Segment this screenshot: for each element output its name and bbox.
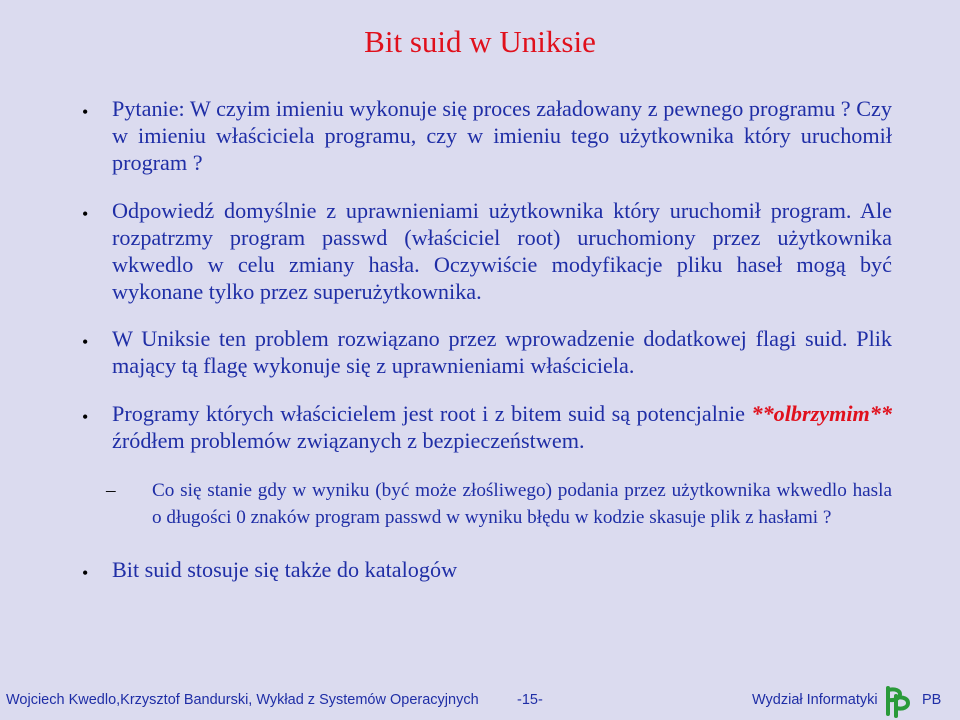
bullet-text: Pytanie: W czyim imieniu wykonuje się proces załadowany z pewnego programu ? Czy w imieniu właściciela programu, czy w imieniu tego użytkownika który uruchomił program ?	[112, 96, 892, 175]
slide-title: Bit suid w Uniksie	[364, 24, 596, 59]
footer-department: Wydział Informatyki	[752, 692, 878, 708]
bullet-icon: •	[82, 332, 89, 352]
bullet-item	[80, 400, 892, 454]
bullet-item	[80, 95, 892, 176]
footer-author: Wojciech Kwedlo,Krzysztof Bandurski, Wykład z Systemów Operacyjnych	[6, 692, 479, 708]
bullet-item	[80, 197, 892, 305]
bullet-text: W Uniksie ten problem rozwiązano przez wprowadzenie dodatkowej flagi suid. Plik mający tą flagę wykonuje się z uprawnieniami właściciela.	[112, 326, 892, 378]
bullet-icon: •	[82, 102, 89, 122]
bullet-emphasis: **olbrzymim**	[751, 401, 892, 426]
footer	[0, 684, 960, 720]
bullet-text: Odpowiedź domyślnie z uprawnieniami użytkownika który uruchomił program. Ale rozpatrzmy program passwd (właściciel root) uruchomiony przez użytkownika wkwedlo w celu zmiany hasła. Oczywiście modyfikacje pliku haseł mogą być wykonane tylko przez superużytkownika.	[112, 198, 892, 304]
footer-suffix: PB	[922, 692, 942, 708]
bullet-icon: •	[82, 204, 89, 224]
bullet-item	[80, 556, 892, 583]
bullet-text: Bit suid stosuje się także do katalogów	[112, 557, 458, 582]
page-number: -15-	[517, 692, 543, 708]
sub-bullet-text: Co się stanie gdy w wyniku (być może złośliwego) podania przez użytkownika wkwedlo hasla o długości 0 znaków program passwd w wyniku błędu w kodzie skasuje plik z hasłami ?	[152, 480, 892, 528]
sub-bullet-item	[106, 477, 892, 531]
bullet-icon: •	[82, 407, 89, 427]
bullet-text-after: źródłem problemów związanych z bezpieczeństwem.	[112, 428, 585, 453]
bullet-item	[80, 325, 892, 379]
slide-content	[80, 95, 892, 583]
dash-icon: –	[106, 480, 116, 501]
bullet-text-before: Programy których właścicielem jest root i z bitem suid są potencjalnie	[112, 401, 752, 426]
bullet-icon: •	[82, 563, 89, 583]
faculty-logo-icon	[882, 684, 914, 718]
